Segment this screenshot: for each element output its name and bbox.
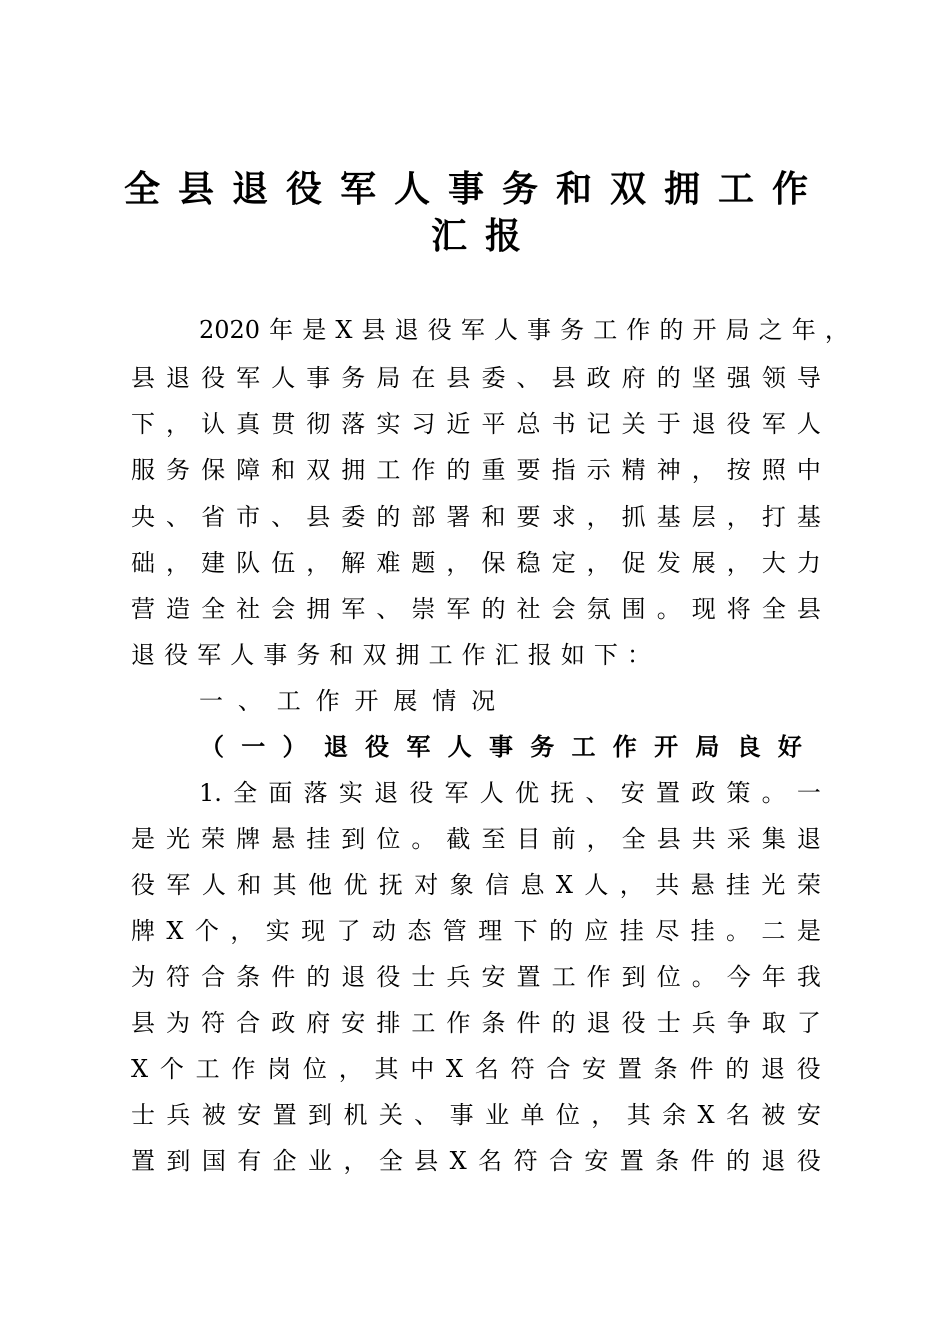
subsection-heading: （一）退役军人事务工作开局良好 (200, 733, 820, 761)
paragraph-line: 县 为 符 合 政 府 安 排 工 作 条 件 的 退 役 士 兵 争 取 了 (131, 1009, 821, 1037)
paragraph-line: 下 ， 认 真 贯 彻 落 实 习 近 平 总 书 记 关 于 退 役 军 人 (131, 410, 821, 438)
paragraph-line: 士 兵 被 安 置 到 机 关 、 事 业 单 位 ， 其 余 X 名 被 安 (131, 1101, 821, 1129)
paragraph-line: 央 、 省 市 、 县 委 的 部 署 和 要 求 ， 抓 基 层 ， 打 基 (131, 503, 821, 531)
paragraph-line: 是 光 荣 牌 悬 挂 到 位 。 截 至 目 前 ， 全 县 共 采 集 退 (131, 825, 821, 853)
paragraph-line: 服 务 保 障 和 双 拥 工 作 的 重 要 指 示 精 神 ， 按 照 中 (131, 456, 821, 484)
paragraph-line: 营 造 全 社 会 拥 军 、 崇 军 的 社 会 氛 围 。 现 将 全 县 (131, 595, 821, 623)
paragraph-line: 退 役 军 人 事 务 和 双 拥 工 作 汇 报 如 下 ： (131, 641, 651, 669)
paragraph-line: 为 符 合 条 件 的 退 役 士 兵 安 置 工 作 到 位 。 今 年 我 (131, 963, 821, 991)
paragraph-line: 役 军 人 和 其 他 优 抚 对 象 信 息 X 人 ， 共 悬 挂 光 荣 (131, 871, 821, 899)
document-title-line-1: 全县退役军人事务和双拥工作 (123, 169, 826, 210)
paragraph-line: 牌 X 个 ， 实 现 了 动 态 管 理 下 的 应 挂 尽 挂 。 二 是 (131, 917, 821, 945)
section-heading: 一、工作开展情况 (199, 687, 511, 715)
document-title-line-2: 汇报 (430, 216, 539, 257)
paragraph-line: 2020 年 是 X 县 退 役 军 人 事 务 工 作 的 开 局 之 年 ， (199, 316, 849, 344)
paragraph-line: 置 到 国 有 企 业 ， 全 县 X 名 符 合 安 置 条 件 的 退 役 (131, 1147, 821, 1175)
paragraph-line: 县 退 役 军 人 事 务 局 在 县 委 、 县 政 府 的 坚 强 领 导 (131, 364, 821, 392)
paragraph-line: 1. 全 面 落 实 退 役 军 人 优 抚 、 安 置 政 策 。 一 (199, 779, 821, 807)
paragraph-line: X 个 工 作 岗 位 ， 其 中 X 名 符 合 安 置 条 件 的 退 役 (131, 1055, 821, 1083)
paragraph-line: 础 ， 建 队 伍 ， 解 难 题 ， 保 稳 定 ， 促 发 展 ， 大 力 (131, 549, 821, 577)
